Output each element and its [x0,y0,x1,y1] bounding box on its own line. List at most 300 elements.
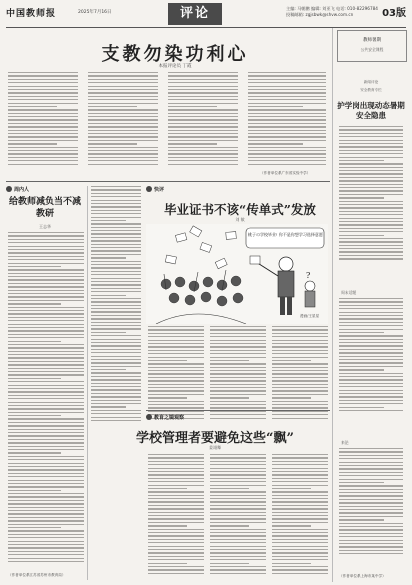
text-line [248,147,326,148]
text-line [8,374,84,375]
text-line [272,542,328,543]
bullet-icon [146,186,152,192]
text-line [339,318,403,319]
text-line [91,186,141,187]
text-line [8,418,84,419]
text-line [88,75,158,76]
text-line [168,160,238,161]
text-line [88,79,158,80]
school-col-2 [210,454,266,576]
text-line [91,230,141,231]
text-line [210,532,266,533]
text-line [148,478,204,479]
text-line [339,393,403,394]
text-line [8,109,78,110]
text-line [272,384,328,385]
text-line [210,495,266,496]
text-line [91,417,141,418]
text-line [148,495,204,496]
text-line [8,242,84,243]
text-line [91,237,141,238]
text-line [210,343,266,344]
text-line [248,153,326,154]
text-line [339,332,384,333]
text-line [8,103,78,104]
text-line [91,332,126,333]
text-line [272,333,328,334]
text-line [8,96,78,97]
text-line [148,563,187,564]
school-article-title: 学校管理者要避免这些“飘” [136,431,294,446]
text-line [272,488,311,489]
text-line [148,384,204,385]
text-line [8,435,84,436]
text-line [210,474,266,475]
text-line [8,266,61,267]
text-line [148,552,204,553]
text-line [339,468,403,469]
text-line [272,478,328,479]
text-line [91,254,141,255]
text-line [148,370,204,371]
text-line [210,461,266,462]
text-line [272,468,328,469]
section-label-text: 快评 [154,187,165,193]
text-line [148,394,204,395]
text-line [210,542,266,543]
text-line [8,402,84,403]
text-line [148,559,204,560]
cartoon-article-title: 毕业证书不该“传单式”发放 [164,202,316,217]
text-line [168,82,238,83]
text-line [210,329,266,330]
text-line [210,573,266,574]
left-note: （作者单位系江苏省苏州市教育局） [8,573,66,577]
text-line [8,500,84,501]
text-line [8,527,61,528]
text-line [148,525,187,526]
text-line [88,86,158,87]
text-line [272,380,328,381]
text-line [210,384,266,385]
text-line [248,106,303,107]
text-line [248,160,326,161]
text-line [210,457,266,458]
text-line [8,86,78,87]
right-col-text [339,298,403,413]
text-line [339,376,403,377]
mid-article-text [91,186,141,423]
school-col-1 [148,454,204,576]
text-line [148,542,204,543]
text-line [272,454,328,455]
text-line [91,315,141,316]
text-line [8,524,84,525]
text-line [339,472,403,473]
text-line [210,559,266,560]
text-line [272,464,328,465]
text-line [339,140,403,141]
text-line [8,106,57,107]
section-label-school [146,414,184,421]
text-line [8,442,84,443]
text-line [91,386,141,387]
text-line [91,362,141,363]
text-line [8,554,84,555]
text-line [8,503,84,504]
text-line [91,210,141,211]
text-line [339,167,403,168]
text-line [272,387,328,388]
text-line [168,116,238,117]
text-line [210,414,266,415]
text-line [339,479,403,480]
text-line [8,246,84,247]
text-line [168,133,238,134]
text-line [339,455,403,456]
text-line [339,533,403,534]
text-line [339,129,403,130]
text-line [8,300,84,301]
text-line [272,529,328,530]
text-line [248,143,303,144]
text-line [148,549,204,550]
text-line [248,119,326,120]
text-line [339,489,403,490]
text-line [8,313,84,314]
text-line [210,529,266,530]
text-line [91,413,141,414]
text-line [91,200,141,201]
text-line [148,488,187,489]
text-line [210,397,249,398]
text-line [339,150,403,151]
text-line [272,481,328,482]
text-line [168,164,238,165]
text-line [8,354,84,355]
text-line [210,380,266,381]
text-line [8,160,78,161]
text-line [339,204,403,205]
text-line [8,371,84,372]
text-line [91,284,141,285]
masthead [6,3,406,28]
text-line [210,566,266,567]
text-line [339,379,403,380]
text-line [339,383,403,384]
text-line [8,395,84,396]
text-line [8,513,84,514]
text-line [91,267,141,268]
text-line [148,539,204,540]
text-line [210,454,266,455]
page-number: 03版 [382,8,406,19]
text-line [8,92,78,93]
text-line [91,325,141,326]
text-line [8,347,84,348]
text-line [8,239,84,240]
text-line [8,558,84,559]
text-line [272,367,328,368]
editor-info [286,6,386,18]
editorial-col-3 [168,72,238,167]
text-line [168,86,238,87]
text-line [8,123,78,124]
text-line [339,157,403,158]
text-line [8,307,84,308]
text-line [248,86,326,87]
text-line [8,113,78,114]
text-line [8,232,84,233]
text-line [339,255,403,256]
text-line [272,546,328,547]
text-line [168,72,238,73]
text-line [339,448,403,449]
text-line [168,140,238,141]
text-line [339,529,403,530]
text-line [339,482,384,483]
text-line [8,317,84,318]
text-line [339,362,403,363]
text-line [210,353,266,354]
text-line [339,495,403,496]
text-line [248,140,326,141]
text-line [272,394,328,395]
text-line [91,383,141,384]
text-line [148,373,204,374]
editorial-note: （作者单位系广东省实验中学） [260,171,311,175]
issue-date: 2025年7月16日 [78,10,112,15]
text-line [168,106,217,107]
text-line [88,99,158,100]
text-line [272,401,328,402]
text-line [339,228,403,229]
text-line [339,516,403,517]
text-line [91,349,141,350]
text-line [339,329,403,330]
text-line [272,495,328,496]
text-line [210,418,266,419]
text-line [88,119,158,120]
text-line [88,123,158,124]
text-line [148,377,204,378]
text-line [8,476,84,477]
text-line [148,569,204,570]
text-line [8,133,78,134]
text-line [8,119,78,120]
text-line [272,407,328,408]
text-line [148,336,204,337]
text-line [91,342,141,343]
text-line [248,79,326,80]
text-line [148,505,204,506]
text-line [339,451,403,452]
text-line [91,291,141,292]
text-line [8,303,61,304]
text-line [272,363,328,364]
text-line [272,515,328,516]
text-line [8,412,84,413]
text-line [8,429,84,430]
text-line [210,387,266,388]
text-line [148,367,204,368]
text-line [168,123,238,124]
text-line [148,380,204,381]
text-line [91,298,141,299]
text-line [248,164,326,165]
text-line [8,561,84,562]
text-line [168,96,238,97]
text-line [88,82,158,83]
text-line [272,457,328,458]
text-line [248,150,326,151]
text-line [88,143,137,144]
text-line [272,501,328,502]
text-line [91,410,141,411]
text-line [339,462,403,463]
text-line [91,278,141,279]
text-line [248,72,326,73]
text-line [148,485,204,486]
text-line [339,390,403,391]
text-line [339,305,403,306]
text-line [8,357,84,358]
text-line [88,136,158,137]
text-line [148,350,204,351]
text-line [148,501,204,502]
text-line [8,391,84,392]
text-line [339,502,403,503]
text-line [248,103,326,104]
text-line [210,363,266,364]
section-title: 评论 [168,3,222,25]
text-line [168,119,238,120]
text-line [210,394,266,395]
text-line [339,526,403,527]
text-line [339,485,403,486]
text-line [210,367,266,368]
text-line [91,339,141,340]
text-line [272,535,328,536]
text-line [272,471,328,472]
text-line [8,517,84,518]
text-line [339,245,403,246]
text-line [248,109,326,110]
text-line [8,432,84,433]
text-line [148,481,204,482]
text-line [210,546,266,547]
text-line [210,518,266,519]
text-line [8,296,84,297]
text-line [272,525,311,526]
text-line [339,163,403,164]
text-line [148,546,204,547]
text-line [210,357,266,358]
text-line [168,153,238,154]
text-line [272,474,328,475]
text-line [210,539,266,540]
text-line [148,333,204,334]
text-line [339,258,403,259]
text-line [210,485,266,486]
bullet-icon [146,414,152,420]
text-line [339,248,403,249]
text-line [8,320,84,321]
text-line [91,257,126,258]
text-line [168,130,238,131]
text-line [91,420,141,421]
text-line [8,361,84,362]
right-col-text [339,126,403,262]
text-line [210,535,266,536]
text-line [210,569,266,570]
text-line [248,113,326,114]
text-line [148,498,204,499]
text-line [168,126,238,127]
text-line [88,153,158,154]
text-line [148,529,204,530]
text-line [91,393,141,394]
text-line [91,271,141,272]
text-line [272,350,328,351]
cartoon-illustration [146,224,328,324]
right-col-text [339,448,403,557]
text-line [272,414,328,415]
text-line [8,99,78,100]
text-line [8,520,84,521]
text-line [210,360,249,361]
text-line [91,196,141,197]
text-line [8,439,84,440]
text-line [8,459,84,460]
text-line [8,283,84,284]
text-line [210,508,266,509]
text-line [8,334,84,335]
text-line [248,123,326,124]
text-line [91,193,141,194]
text-line [8,446,84,447]
text-line [148,518,204,519]
text-line [339,342,403,343]
text-line [339,492,403,493]
text-line [8,388,84,389]
text-line [272,329,328,330]
text-line [339,315,403,316]
text-line [272,559,328,560]
text-line [339,201,403,202]
text-line [168,75,238,76]
text-line [91,247,141,248]
text-line [210,373,266,374]
text-line [339,325,403,326]
text-line [339,540,403,541]
text-line [91,250,141,251]
text-line [148,363,204,364]
text-line [272,336,328,337]
text-line [272,357,328,358]
text-line [339,458,403,459]
text-line [8,351,84,352]
text-line [8,378,61,379]
text-line [8,337,84,338]
text-line [8,534,84,535]
text-line [148,401,204,402]
text-line [8,256,84,257]
text-line [210,481,266,482]
text-line [91,227,141,228]
text-line [339,546,403,547]
text-line [91,281,141,282]
